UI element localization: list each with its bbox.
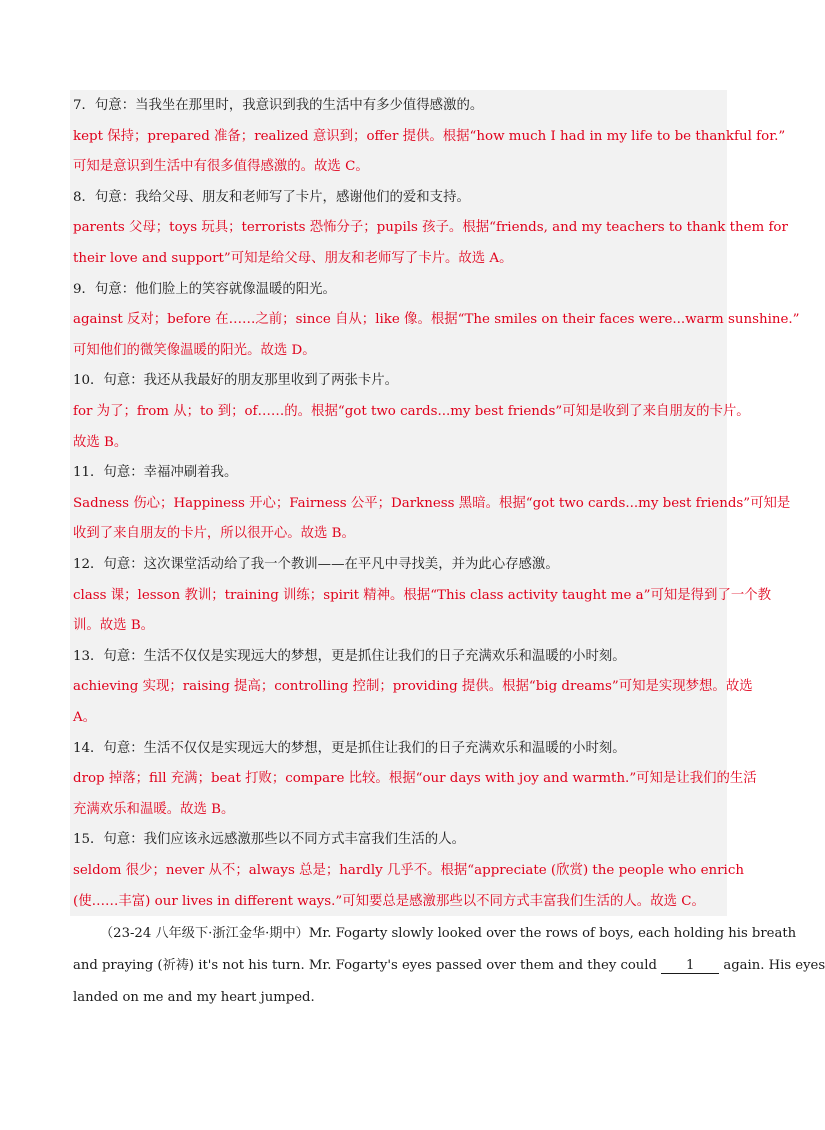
explanation-line: 可知是意识到生活中有很多值得感激的。故选 C。 xyxy=(73,159,369,174)
passage-line-2-start: and praying (祈祷) it's not his turn. Mr. Fogarty's eyes passed over them and they could xyxy=(73,958,662,973)
question-meaning-line: 13．句意：生活不仅仅是实现远大的梦想，更是抓住让我们的日子充满欢乐和温暖的小时刻。 xyxy=(73,649,626,664)
question-meaning-line: 11．句意：幸福冲刷着我。 xyxy=(73,465,238,480)
explanation-line: parents 父母；toys 玩具；terrorists 恐怖分子；pupils 孩子。根据“friends, and my teachers to thank them for xyxy=(73,220,788,235)
explanation-line: their love and support”可知是给父母、朋友和老师写了卡片。故选 A。 xyxy=(73,251,513,266)
explanation-line: Sadness 伤心；Happiness 开心；Fairness 公平；Darkness 黑暗。根据“got two cards...my best friends”可知是 xyxy=(73,496,791,511)
explanation-line: 可知他们的微笑像温暖的阳光。故选 D。 xyxy=(73,343,316,358)
explanation-line: 收到了来自朋友的卡片，所以很开心。故选 B。 xyxy=(73,526,355,541)
question-meaning-line: 10．句意：我还从我最好的朋友那里收到了两张卡片。 xyxy=(73,373,399,388)
question-meaning-line: 15．句意：我们应该永远感激那些以不同方式丰富我们生活的人。 xyxy=(73,832,465,847)
explanation-line: drop 掉落；fill 充满；beat 打败；compare 比较。根据“our days with joy and warmth.”可知是让我们的生活 xyxy=(73,771,757,786)
question-meaning-line: 8．句意：我给父母、朋友和老师写了卡片，感谢他们的爱和支持。 xyxy=(73,190,470,205)
passage-line-2-end: again. His eyes xyxy=(719,958,825,973)
explanation-line: class 课；lesson 教训；training 训练；spirit 精神。根据“This class activity taught me a”可知是得到了一个教 xyxy=(73,588,772,603)
question-meaning-line: 12．句意：这次课堂活动给了我一个教训——在平凡中寻找美，并为此心存感激。 xyxy=(73,557,559,572)
passage-line-1: （23-24 八年级下·浙江金华·期中）Mr. Fogarty slowly looked over the rows of boys, each holding his breath xyxy=(100,926,797,941)
explanation-line: 充满欢乐和温暖。故选 B。 xyxy=(73,802,235,817)
question-meaning-line: 7．句意：当我坐在那里时，我意识到我的生活中有多少值得感激的。 xyxy=(73,98,484,113)
explanation-line: achieving 实现；raising 提高；controlling 控制；providing 提供。根据“big dreams”可知是实现梦想。故选 xyxy=(73,679,753,694)
explanation-line: for 为了；from 从；to 到；of……的。根据“got two cards...my best friends”可知是收到了来自朋友的卡片。 xyxy=(73,404,750,419)
explanation-line: against 反对；before 在……之前；since 自从；like 像。根据“The smiles on their faces were...warm sunshine.” xyxy=(73,312,800,327)
question-meaning-line: 14．句意：生活不仅仅是实现远大的梦想，更是抓住让我们的日子充满欢乐和温暖的小时刻。 xyxy=(73,741,626,756)
explanation-line: 训。故选 B。 xyxy=(73,618,155,633)
question-meaning-line: 9．句意：他们脸上的笑容就像温暖的阳光。 xyxy=(73,282,336,297)
passage-line-2 xyxy=(73,957,825,975)
explanation-line: kept 保持；prepared 准备；realized 意识到；offer 提供。根据“how much I had in my life to be thankful for.” xyxy=(73,129,786,144)
blank-1: 1 xyxy=(661,958,719,974)
explanation-line: A。 xyxy=(73,710,97,725)
explanation-line: 故选 B。 xyxy=(73,435,128,450)
explanation-line: (使……丰富) our lives in different ways.”可知要总是感激那些以不同方式丰富我们生活的人。故选 C。 xyxy=(73,894,705,909)
explanation-line: seldom 很少；never 从不；always 总是；hardly 几乎不。根据“appreciate (欣赏) the people who enrich xyxy=(73,863,744,878)
passage-line-3: landed on me and my heart jumped. xyxy=(73,990,315,1005)
